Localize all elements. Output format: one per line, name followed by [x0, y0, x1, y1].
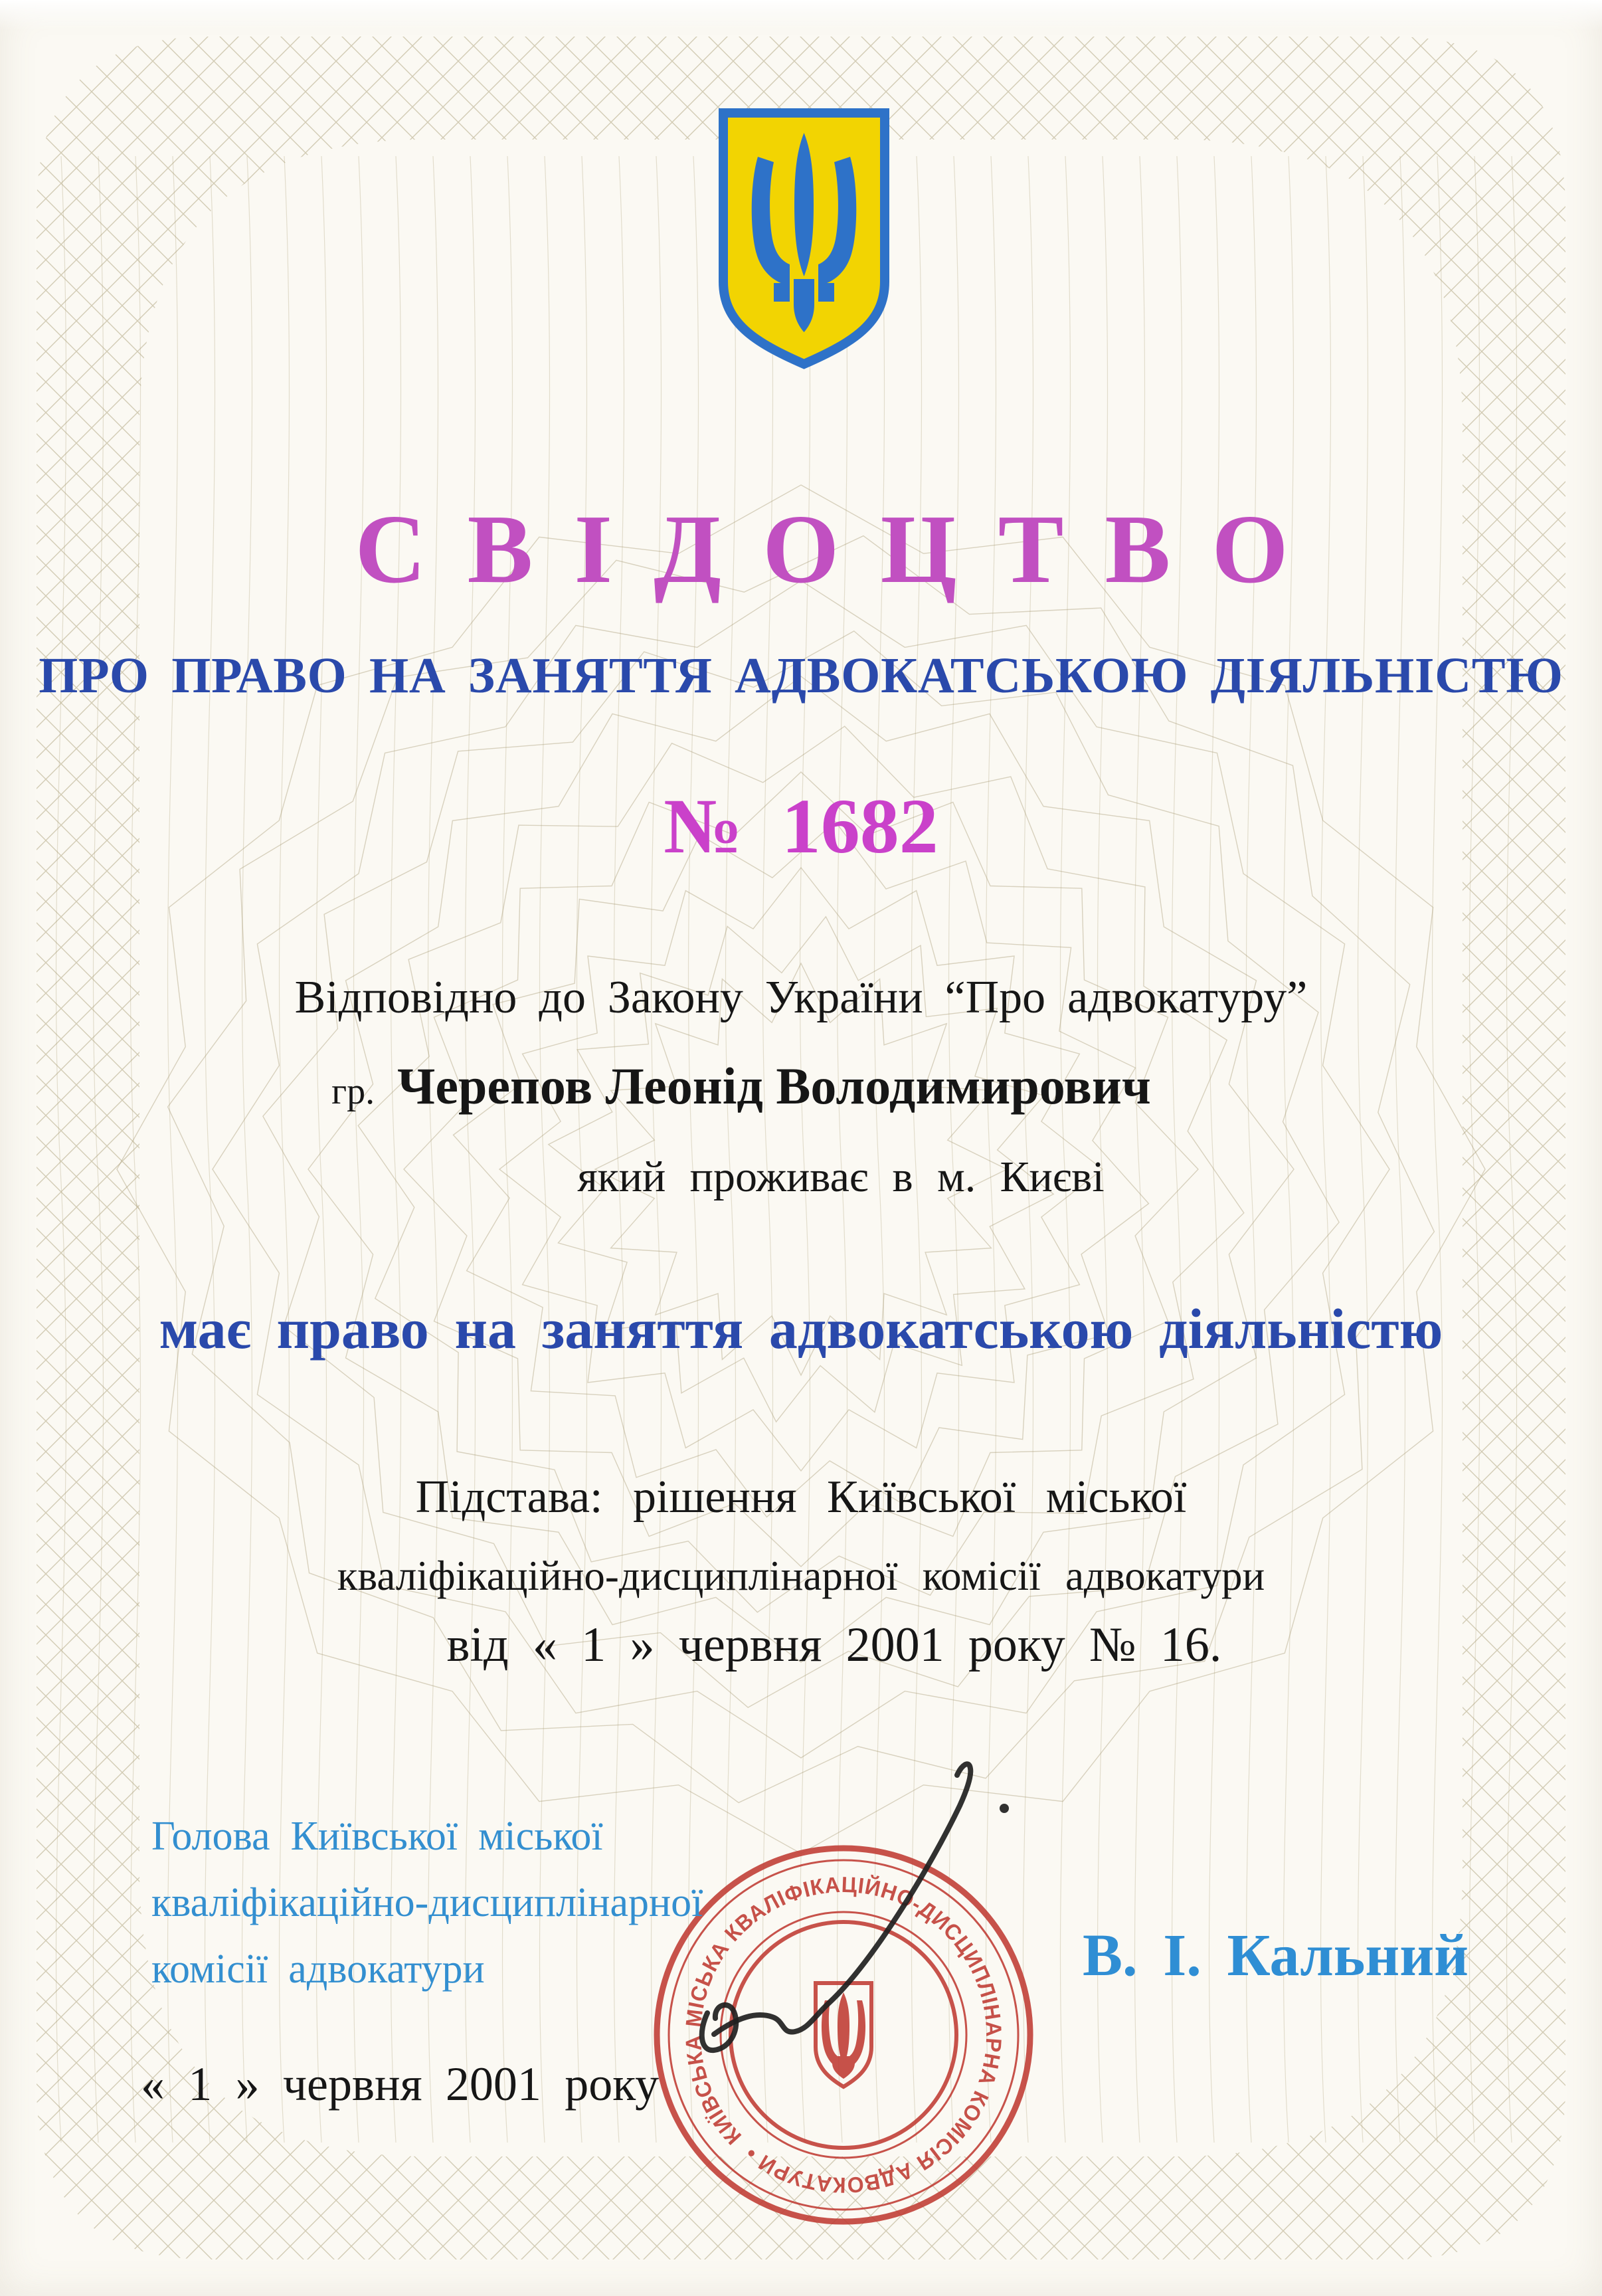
basis-line-3: від « 1 » червня 2001 року № 16. [446, 1618, 1222, 1672]
certificate-title: СВІДОЦТВО [355, 495, 1330, 604]
signatory-title-block [151, 1803, 703, 2002]
holder-line [0, 1056, 1542, 1116]
entitlement-line: має право на заняття адвокатською діяльністю [159, 1297, 1443, 1361]
basis-line-1: Підстава: рішення Київської міської [415, 1472, 1187, 1523]
certificate-number: № 1682 [664, 783, 938, 870]
coat-of-arms-icon [713, 105, 895, 372]
intro-line: Відповідно до Закону України “Про адвокатуру” [294, 972, 1308, 1023]
signatory-title-line-3: комісії адвокатури [151, 1947, 485, 1992]
residence-line: який проживає в м. Києві [577, 1153, 1105, 1201]
signatory-name: В. І. Кальний [1083, 1923, 1468, 1988]
holder-name: Черепов Леонід Володимирович [397, 1057, 1151, 1115]
signatory-title-line-1: Голова Київської міської [151, 1814, 603, 1859]
issue-date: « 1 » червня 2001 року [141, 2057, 660, 2111]
signatory-title-line-2: кваліфікаційно-дисциплінарної [151, 1880, 703, 1925]
basis-line-2: кваліфікаційно-дисциплінарної комісії адвокатури [337, 1553, 1265, 1599]
citizen-prefix: гр. [331, 1071, 375, 1112]
certificate-subtitle: ПРО ПРАВО НА ЗАНЯТТЯ АДВОКАТСЬКОЮ ДІЯЛЬНІСТЮ [39, 648, 1563, 704]
stamp-ring-text: КИЇВСЬКА МІСЬКА КВАЛІФІКАЦІЙНО-ДИСЦИПЛІНАРНА КОМІСІЯ АДВОКАТУРИ • [680, 1871, 1007, 2198]
